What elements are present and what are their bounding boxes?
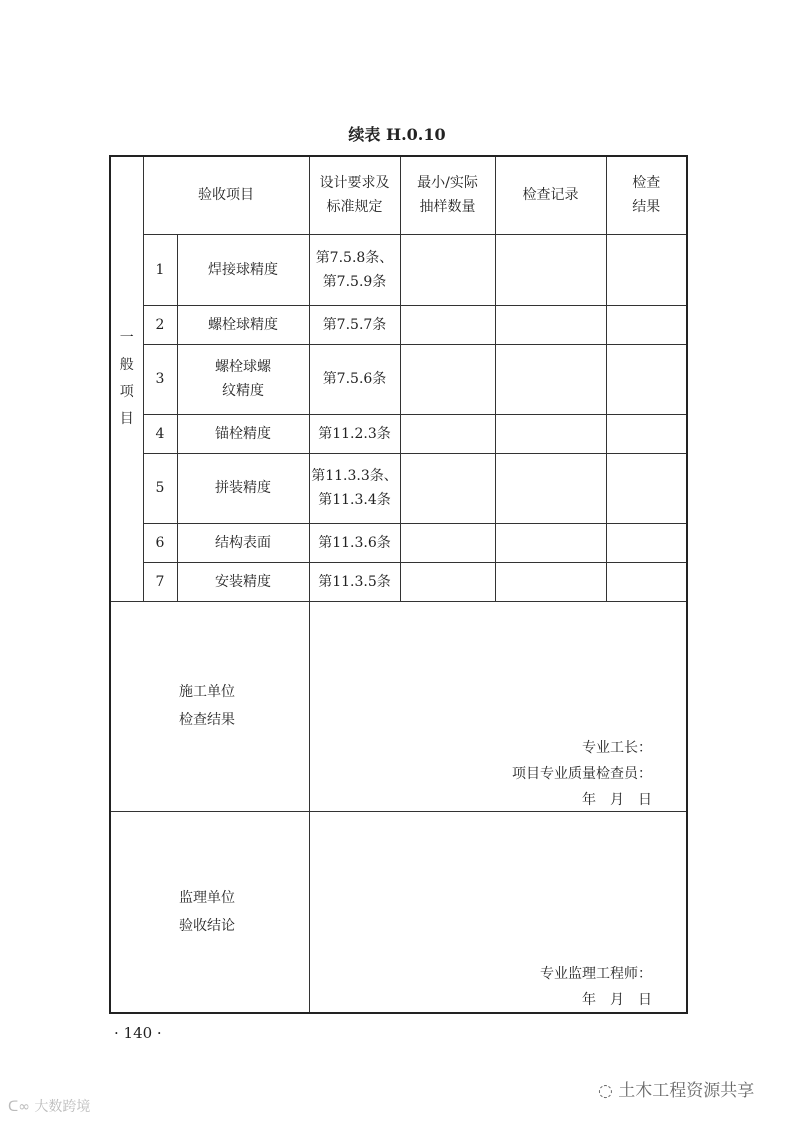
row-item: 螺栓球精度 bbox=[177, 305, 309, 344]
row-item: 螺栓球螺 纹精度 bbox=[177, 344, 309, 414]
row-sample[interactable] bbox=[400, 453, 495, 523]
row-sample[interactable] bbox=[400, 344, 495, 414]
row-sample[interactable] bbox=[400, 562, 495, 601]
row-record[interactable] bbox=[495, 414, 606, 453]
row-standard: 第7.5.8条、 第7.5.9条 bbox=[309, 234, 400, 305]
group-label: 一般项目 bbox=[119, 329, 134, 427]
header-sample: 最小/实际 抽样数量 bbox=[400, 156, 495, 234]
row-item: 安装精度 bbox=[177, 562, 309, 601]
table-title: 续表 H.0.10 bbox=[348, 125, 446, 144]
inspector-label: 项目专业质量检查员： bbox=[512, 765, 652, 782]
row-result[interactable] bbox=[606, 453, 687, 523]
table-row bbox=[110, 523, 687, 562]
row-record[interactable] bbox=[495, 523, 606, 562]
row-no: 5 bbox=[143, 453, 177, 523]
row-no: 1 bbox=[143, 234, 177, 305]
row-item: 焊接球精度 bbox=[177, 234, 309, 305]
row-sample[interactable] bbox=[400, 234, 495, 305]
watermark-wechat: ◌ 土木工程资源共享 bbox=[598, 1081, 755, 1101]
row-standard: 第11.3.6条 bbox=[309, 523, 400, 562]
row-item: 锚栓精度 bbox=[177, 414, 309, 453]
row-item: 结构表面 bbox=[177, 523, 309, 562]
table-row bbox=[110, 414, 687, 453]
construction-sign-area[interactable] bbox=[309, 601, 687, 811]
row-no: 7 bbox=[143, 562, 177, 601]
construction-date: 年 月 日 bbox=[582, 791, 652, 808]
row-no: 4 bbox=[143, 414, 177, 453]
row-no: 2 bbox=[143, 305, 177, 344]
header-row bbox=[110, 156, 687, 234]
header-item: 验收项目 bbox=[143, 156, 309, 234]
row-standard: 第7.5.7条 bbox=[309, 305, 400, 344]
row-result[interactable] bbox=[606, 414, 687, 453]
row-record[interactable] bbox=[495, 562, 606, 601]
inspection-table bbox=[109, 155, 688, 1014]
table-row bbox=[110, 234, 687, 305]
table-row bbox=[110, 453, 687, 523]
row-result[interactable] bbox=[606, 234, 687, 305]
supervision-sign-area[interactable] bbox=[309, 811, 687, 1013]
header-standard: 设计要求及 标准规定 bbox=[309, 156, 400, 234]
row-result[interactable] bbox=[606, 562, 687, 601]
row-sample[interactable] bbox=[400, 414, 495, 453]
row-standard: 第11.2.3条 bbox=[309, 414, 400, 453]
wechat-icon: ◌ bbox=[598, 1081, 619, 1101]
header-result: 检查 结果 bbox=[606, 156, 687, 234]
table-row bbox=[110, 562, 687, 601]
supervision-date: 年 月 日 bbox=[582, 991, 652, 1008]
row-standard: 第11.3.5条 bbox=[309, 562, 400, 601]
row-record[interactable] bbox=[495, 234, 606, 305]
row-record[interactable] bbox=[495, 305, 606, 344]
table-row bbox=[110, 305, 687, 344]
logo-icon: ᑕ∞ bbox=[8, 1099, 35, 1115]
row-result[interactable] bbox=[606, 305, 687, 344]
supervision-section bbox=[110, 811, 687, 1013]
watermark-logo: ᑕ∞ 大数跨境 bbox=[8, 1099, 91, 1115]
construction-section bbox=[110, 601, 687, 811]
row-no: 3 bbox=[143, 344, 177, 414]
row-record[interactable] bbox=[495, 453, 606, 523]
row-item: 拼装精度 bbox=[177, 453, 309, 523]
construction-label: 施工单位 检查结果 bbox=[110, 601, 309, 811]
row-standard: 第11.3.3条、 第11.3.4条 bbox=[309, 453, 400, 523]
supervision-label: 监理单位 验收结论 bbox=[110, 811, 309, 1013]
row-sample[interactable] bbox=[400, 305, 495, 344]
group-cell bbox=[110, 156, 143, 601]
row-record[interactable] bbox=[495, 344, 606, 414]
engineer-label: 专业监理工程师： bbox=[540, 965, 652, 982]
row-sample[interactable] bbox=[400, 523, 495, 562]
page-number: · 140 · bbox=[114, 1024, 162, 1042]
table-row bbox=[110, 344, 687, 414]
foreman-label: 专业工长： bbox=[582, 739, 652, 756]
row-result[interactable] bbox=[606, 523, 687, 562]
header-record: 检查记录 bbox=[495, 156, 606, 234]
row-result[interactable] bbox=[606, 344, 687, 414]
row-no: 6 bbox=[143, 523, 177, 562]
row-standard: 第7.5.6条 bbox=[309, 344, 400, 414]
